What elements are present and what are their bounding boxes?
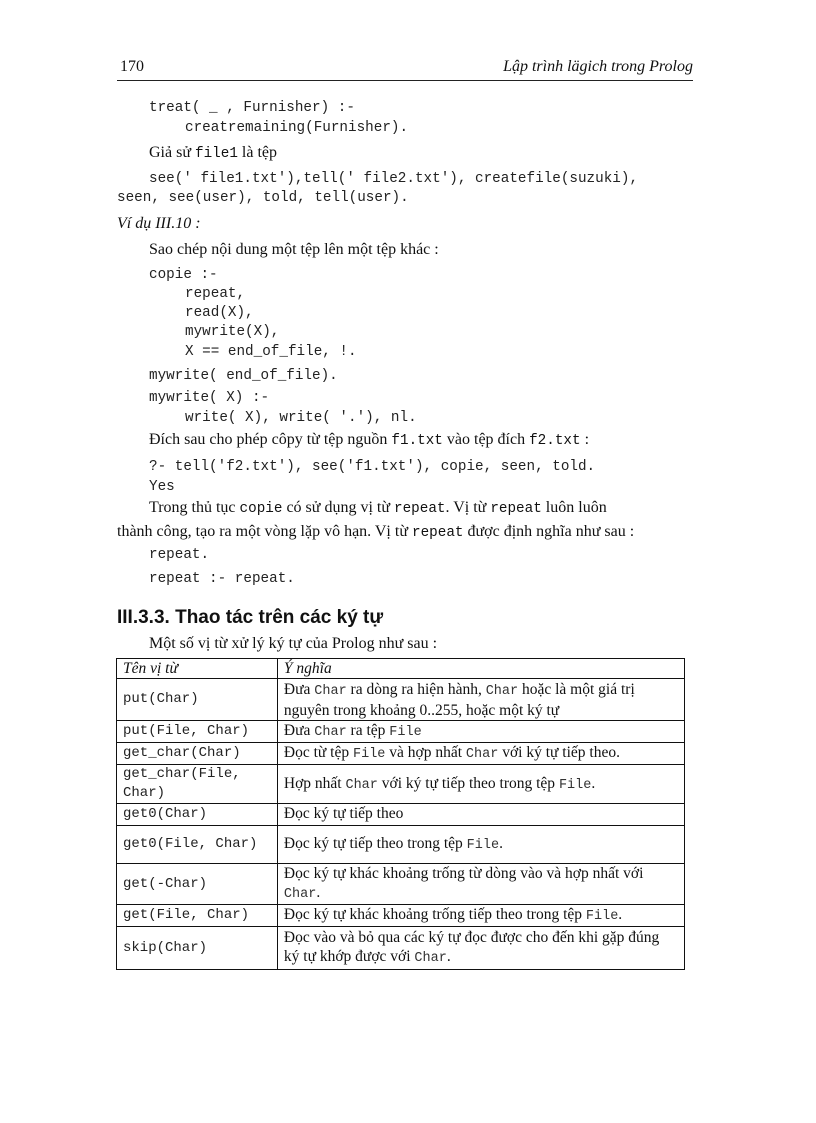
code-line: mywrite( end_of_file). — [149, 368, 338, 384]
meaning-cell — [277, 765, 684, 804]
meaning-text: Đọc ký tự tiếp theo trong tệp — [283, 835, 467, 852]
predicate-cell: get(File, Char) — [117, 905, 278, 927]
table-row — [117, 864, 685, 905]
table-row — [117, 679, 685, 721]
code-line: treat( _ , Furnisher) :- — [149, 100, 355, 116]
meaning-cell — [277, 743, 684, 765]
code-term: Char — [314, 683, 347, 699]
text-line: Sao chép nội dung một tệp lên một tệp khác : — [149, 241, 439, 258]
predicate-cell: get0(File, Char) — [117, 826, 278, 864]
predicate-cell: get_char(File, Char) — [117, 765, 278, 804]
table-row — [117, 804, 685, 826]
book-title: Lập trình lägich trong Prolog — [503, 58, 693, 75]
meaning-text: Đưa — [283, 680, 315, 698]
code-line: Yes — [149, 479, 175, 495]
code-line: seen, see(user), told, tell(user). — [117, 190, 409, 206]
code-line: read(X), — [185, 305, 254, 321]
meaning-cell — [277, 679, 684, 721]
predicate-cell: get0(Char) — [117, 804, 278, 826]
table-row — [117, 826, 685, 864]
code-term: Char — [414, 951, 447, 966]
text-line: Giả sử file1 là tệp — [149, 144, 277, 162]
meaning-text: Đọc ký tự khác khoảng trống tiếp theo trong tệp — [283, 906, 586, 923]
code-line: creatremaining(Furnisher). — [185, 120, 409, 136]
example-heading: Ví dụ III.10 : — [117, 215, 201, 232]
meaning-text: ra tệp — [346, 722, 390, 739]
code-line: copie :- — [149, 267, 218, 283]
code-term: Char — [283, 887, 317, 902]
table-row — [117, 765, 685, 804]
predicate-cell: skip(Char) — [117, 927, 278, 970]
table-header-row — [117, 659, 685, 679]
meaning-text: Đọc ký tự tiếp theo — [283, 805, 404, 822]
text-line: thành công, tạo ra một vòng lặp vô hạn. Vị từ repeat được định nghĩa như sau : — [117, 523, 635, 541]
meaning-cell — [277, 864, 684, 905]
predicate-cell: get_char(Char) — [117, 743, 278, 765]
code-line: write( X), write( '.'), nl. — [185, 410, 417, 426]
code-line: see(' file1.txt'),tell(' file2.txt'), createfile(suzuki), — [149, 171, 639, 187]
meaning-text: với ký tự tiếp theo. — [498, 744, 620, 761]
predicate-cell: put(Char) — [117, 679, 278, 721]
code-term: Char — [345, 777, 378, 793]
meaning-cell — [277, 927, 684, 970]
meaning-text: Đưa — [283, 722, 315, 739]
section-intro: Một số vị từ xử lý ký tự của Prolog như sau : — [149, 635, 438, 652]
code-term: File — [353, 747, 386, 762]
meaning-text: Đọc từ tệp — [283, 744, 353, 761]
page-header — [117, 58, 693, 81]
column-header: Tên vị từ — [117, 659, 278, 679]
code-line: X == end_of_file, !. — [185, 344, 357, 360]
code-term: File — [389, 725, 422, 740]
meaning-cell — [277, 826, 684, 864]
code-term: File — [558, 777, 592, 793]
code-term: Char — [485, 683, 519, 699]
text-line: Đích sau cho phép côpy từ tệp nguồn f1.txt vào tệp đích f2.txt : — [149, 431, 590, 449]
column-header: Ý nghĩa — [277, 659, 684, 679]
code-term: File — [466, 838, 500, 853]
code-line: repeat. — [149, 547, 210, 563]
code-line: mywrite( X) :- — [149, 390, 270, 406]
meaning-cell — [277, 804, 684, 826]
text-line: Trong thủ tục copie có sử dụng vị từ repeat. Vị từ repeat luôn luôn — [149, 499, 607, 517]
table-row — [117, 905, 685, 927]
code-term: Char — [314, 725, 347, 740]
meaning-text: . — [591, 774, 596, 792]
table-row — [117, 743, 685, 765]
table-row — [117, 927, 685, 970]
meaning-text: . — [316, 884, 321, 901]
code-line: repeat, — [185, 286, 246, 302]
meaning-text: Đọc vào và bỏ qua các ký tự đọc được cho đến khi gặp đúng ký tự khớp được với — [283, 929, 660, 965]
predicates-table — [116, 658, 685, 970]
predicate-cell: put(File, Char) — [117, 721, 278, 743]
table-row — [117, 721, 685, 743]
section-heading: III.3.3. Thao tác trên các ký tự — [117, 607, 384, 628]
meaning-text: . — [618, 906, 623, 923]
code-term: File — [585, 909, 619, 924]
code-line: ?- tell('f2.txt'), see('f1.txt'), copie, seen, told. — [149, 459, 596, 475]
meaning-text: và hợp nhất — [385, 744, 466, 761]
predicate-cell: get(-Char) — [117, 864, 278, 905]
meaning-text: . — [499, 835, 503, 852]
meaning-text: Hợp nhất — [283, 774, 346, 792]
code-line: mywrite(X), — [185, 324, 280, 340]
meaning-cell — [277, 721, 684, 743]
meaning-text: . — [446, 948, 451, 965]
meaning-cell — [277, 905, 684, 927]
code-term: Char — [465, 747, 499, 762]
meaning-text: ra dòng ra hiện hành, — [346, 680, 486, 698]
meaning-text: Đọc ký tự khác khoảng trống từ dòng vào và hợp nhất với — [283, 865, 644, 882]
code-line: repeat :- repeat. — [149, 571, 295, 587]
page-number: 170 — [120, 58, 144, 75]
meaning-text: với ký tự tiếp theo trong tệp — [377, 774, 559, 792]
meaning-text: hoặc là một giá trị nguyên trong khoảng 0..255, hoặc một ký tự — [283, 680, 635, 719]
